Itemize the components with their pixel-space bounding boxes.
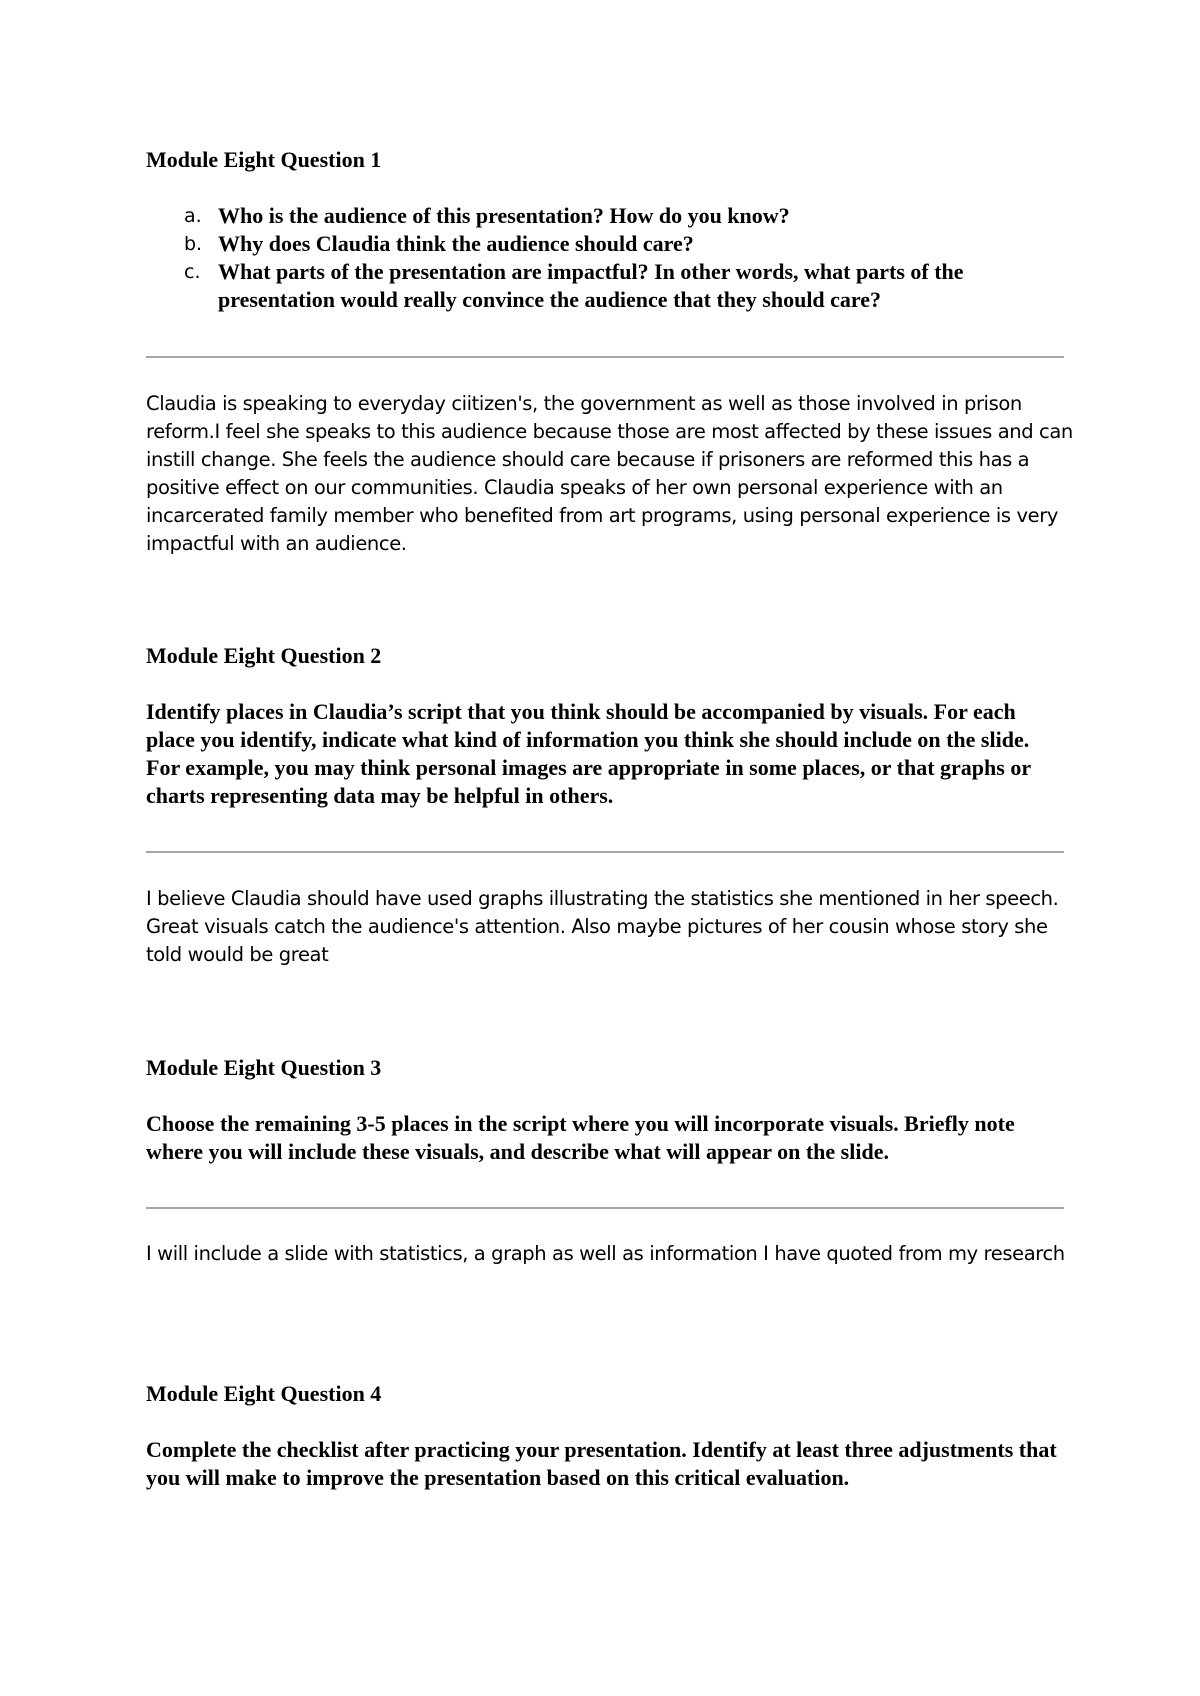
list-item-text: What parts of the presentation are impactful? In other words, what parts of the presentation would really convince the audience that they should care? (218, 259, 964, 312)
q2-answer: I believe Claudia should have used graphs illustrating the statistics she mentioned in her speech. Great visuals catch the audience's attention. Also maybe pictures of her cousin whose story she told would be great (146, 887, 1059, 966)
q1-item-b (146, 230, 1066, 258)
q1-item-a (146, 202, 1066, 230)
q1-answer: Claudia is speaking to everyday ciitizen's, the government as well as those involved in prison reform.I feel she speaks to this audience because those are most affected by these issues and can instill change. She feels the audience should care because if prisoners are reformed this has a positive effect on our communities. Claudia speaks of her own personal experience with an incarcerated family member who benefited from art programs, using personal experience is very impactful with an audience. (146, 392, 1073, 555)
q2-divider (146, 851, 1064, 853)
q1-question-list (146, 202, 1066, 314)
list-marker: a. (184, 205, 202, 227)
q1-divider (146, 356, 1064, 358)
list-item-text: Why does Claudia think the audience should care? (218, 231, 694, 256)
list-marker: b. (184, 233, 203, 255)
q3-divider (146, 1207, 1064, 1209)
q3-answer: I will include a slide with statistics, a graph as well as information I have quoted from my research (146, 1242, 1065, 1265)
list-item-text: Who is the audience of this presentation? How do you know? (218, 203, 790, 228)
list-marker: c. (184, 261, 201, 283)
q3-prompt: Choose the remaining 3-5 places in the script where you will incorporate visuals. Briefly note where you will include these visuals, and describe what will appear on the slide. (146, 1111, 1015, 1164)
q3-heading: Module Eight Question 3 (146, 1055, 382, 1080)
q1-item-c (146, 258, 1066, 314)
q2-prompt: Identify places in Claudia’s script that you think should be accompanied by visuals. For each place you identify, indicate what kind of information you think she should include on the slide. For example, you may think personal images are appropriate in some places, or that graphs or charts representing data may be helpful in others. (146, 699, 1031, 808)
q4-prompt: Complete the checklist after practicing your presentation. Identify at least three adjustments that you will make to improve the presentation based on this critical evaluation. (146, 1437, 1057, 1490)
q2-heading: Module Eight Question 2 (146, 643, 382, 668)
q1-heading: Module Eight Question 1 (146, 147, 382, 172)
q4-heading: Module Eight Question 4 (146, 1381, 382, 1406)
